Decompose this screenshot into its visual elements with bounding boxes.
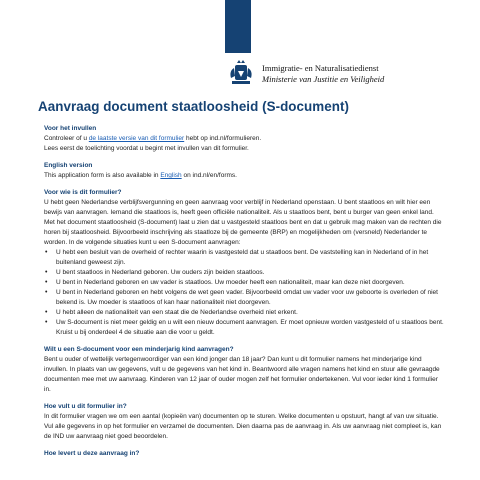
section-heading: Hoe vult u dit formulier in? bbox=[44, 403, 127, 410]
situations-list bbox=[44, 248, 444, 338]
version-check-text bbox=[44, 134, 444, 144]
section-hoe-vult bbox=[44, 402, 444, 442]
section-heading: Voor het invullen bbox=[44, 125, 97, 132]
list-item: • U hebt alleen de nationaliteit van een staat die de Nederlandse overheid niet erkent. bbox=[44, 308, 444, 318]
org-line-1: Immigratie- en Naturalisatiedienst bbox=[262, 63, 379, 73]
organisation-name bbox=[262, 63, 384, 85]
read-explanation-text: Lees eerst de toelichting voordat u begint met invullen van dit formulier. bbox=[44, 145, 249, 152]
list-item: • U hebt een besluit van de overheid of rechter waarin is vastgesteld dat u staatloos bent. De vaststelling kan in Nederland of in het buitenland geweest zijn. bbox=[44, 248, 444, 268]
section-voor-wie bbox=[44, 188, 444, 338]
section-body: Bent u ouder of wettelijk vertegenwoordiger van een kind jonger dan 18 jaar? Dan kunt u dit formulier namens het minderjarige kind invullen. In plaats van uw gegevens, vult u de gegevens van het kind in. Beantwoord alle vragen namens het kind en stuur alle gevraagde documenten mee met uw aanvraag. Kinderen van 12 jaar of ouder mogen zelf het formulier ondertekenen. Vul voor ieder kind 1 formulier in. bbox=[44, 356, 440, 393]
section-english-version bbox=[44, 161, 444, 181]
section-body: In dit formulier vragen we om een aantal (kopieën van) documenten op te sturen. Welke documenten u opstuurt, hangt af van uw situatie. Vul alle gegevens in op het formulier en verzamel de documenten. Dien daarna pas de aanvraag in. Als uw aanvraag niet compleet is, kan de IND uw aanvraag niet goed beoordelen. bbox=[44, 413, 442, 440]
section-minderjarig bbox=[44, 345, 444, 395]
logo-ribbon bbox=[225, 0, 251, 53]
text-fragment: on ind.nl/en/forms. bbox=[181, 172, 237, 179]
latest-version-link[interactable]: de laatste versie van dit formulier bbox=[88, 135, 185, 142]
royal-crest-logo bbox=[226, 58, 256, 88]
list-item: • U bent in Nederland geboren en hebt volgens de wet geen vader. Bijvoorbeeld omdat uw vader voor uw geboorte is overleden of niet bekend is. Uw moeder is staatloos of kan haar nationaliteit niet doorgeven. bbox=[44, 288, 444, 308]
section-voor-het-invullen bbox=[44, 124, 444, 154]
list-item: • U bent staatloos in Nederland geboren. Uw ouders zijn beiden staatloos. bbox=[44, 268, 444, 278]
list-item: • Uw S-document is niet meer geldig en u wilt een nieuw document aanvragen. Er moet opnieuw worden vastgesteld of u staatloos bent. Kruist u bij onderdeel 4 de situatie aan die voor u geldt. bbox=[44, 318, 444, 338]
english-version-link[interactable]: English bbox=[160, 172, 182, 179]
section-heading: Hoe levert u deze aanvraag in? bbox=[44, 450, 140, 457]
section-heading: English version bbox=[44, 162, 93, 169]
org-line-2: Ministerie van Justitie en Veiligheid bbox=[262, 74, 385, 84]
section-heading: Voor wie is dit formulier? bbox=[44, 189, 122, 196]
form-instructions bbox=[44, 124, 444, 466]
english-version-text bbox=[44, 171, 444, 181]
section-hoe-levert bbox=[44, 449, 444, 459]
text-fragment: Controleer of u bbox=[44, 135, 89, 142]
text-fragment: This application form is also available in bbox=[44, 172, 161, 179]
page-title: Aanvraag document staatloosheid (S-document) bbox=[38, 99, 349, 114]
text-fragment: hebt op ind.nl/formulieren. bbox=[184, 135, 262, 142]
list-item: • U bent in Nederland geboren en uw vader is staatloos. Uw moeder heeft een nationaliteit, maar kan deze niet doorgeven. bbox=[44, 278, 444, 288]
section-heading: Wilt u een S-document voor een minderjarig kind aanvragen? bbox=[44, 346, 234, 353]
section-body: U hebt geen Nederlandse verblijfsvergunning en geen aanvraag voor verblijf in Nederland openstaan. U bent staatloos en wilt hier een bewijs van aanvragen. Iemand die staatloos is, heeft geen officiële nationaliteit. Als u staatloos bent, bent u burger van geen enkel land. Met het document staatloosheid (S-document) laat u zien dat u vastgesteld staatloos bent en dat u gebruik mag maken van de rechten die horen bij staatloosheid. Bijvoorbeeld inschrijving als staatloze bij de gemeente (BRP) en mogelijkheden om (versneld) Nederlander te worden. In de volgende situaties kunt u een S-document aanvragen: bbox=[44, 199, 442, 246]
